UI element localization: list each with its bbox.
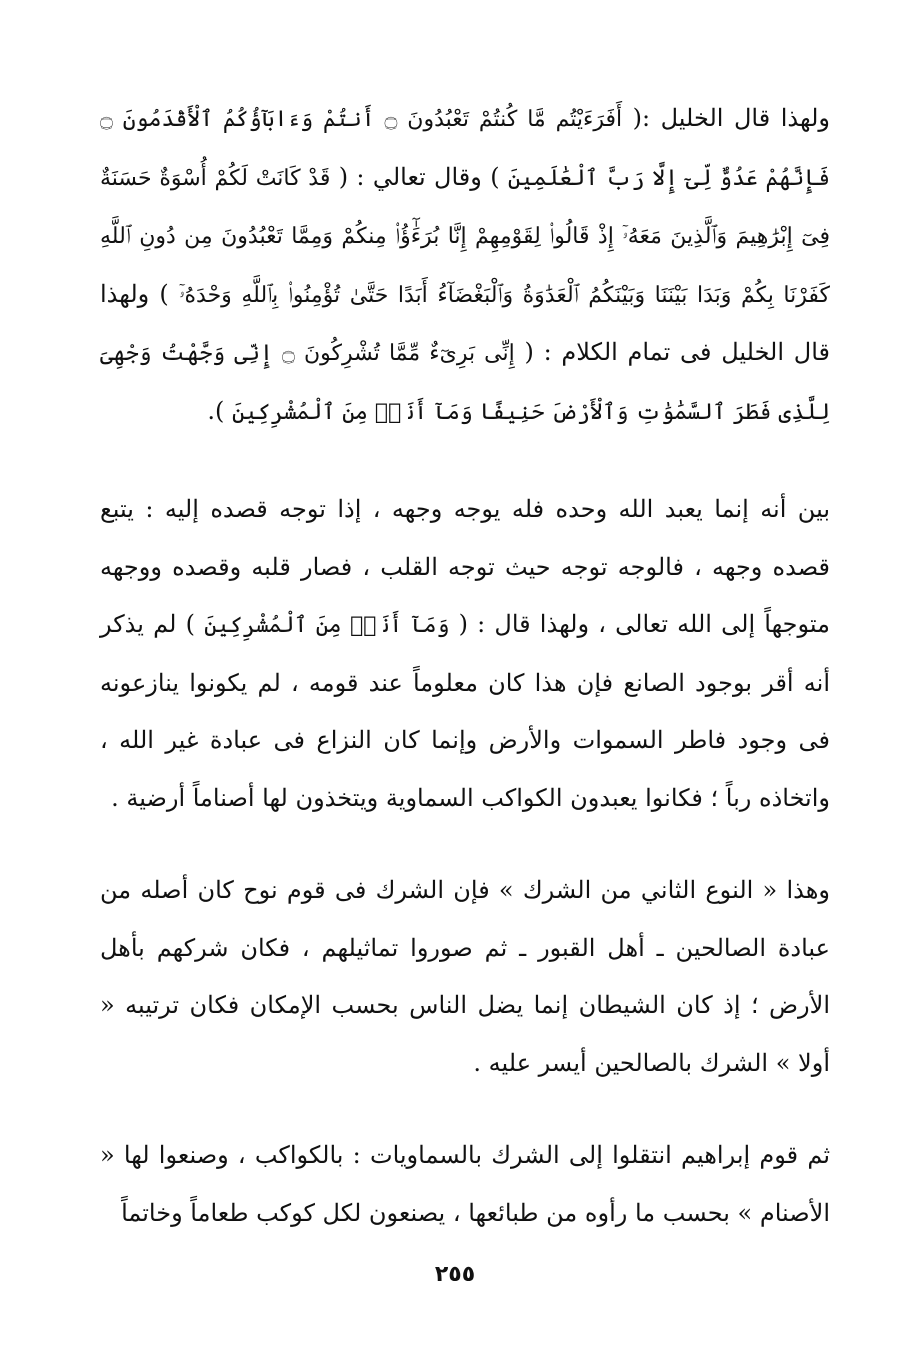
text-segment: ). [207, 396, 233, 425]
text-segment: ) وقال تعالي : ( [330, 162, 508, 191]
quran-verse: إِنِّى بَرِىٓءٌ مِّمَّا تُشْرِكُونَ ۝ إِنِّى وَجَّهْتُ وَجْهِىَ لِلَّذِى فَطَرَ ٱلسَّمَٰوَٰتِ وَٱلْأَرْضَ حَنِيفًا وَمَآ أَنَا۠ مِنَ ٱلْمُشْرِكِينَ [100, 341, 830, 425]
text-segment: ولهذا قال الخليل :( [622, 104, 830, 132]
text-segment: بين أنه إنما يعبد الله وحده فله يوجه وجهه ، إذا توجه قصده إليه : يتبع قصده وجهه ، فالوجه توجه حيث توجه القلب ، فصار قلبه وقصده ووجهه متوجهاً إلى الله تعالى ، ولهذا قال : ( [100, 495, 830, 638]
text-segment: ) ولهذا قال الخليل فى تمام الكلام : ( [100, 279, 830, 366]
text-segment: ثم قوم إبراهيم انتقلوا إلى الشرك بالسماويات : بالكواكب ، وصنعوا لها « الأصنام » بحسب ما رأوه من طبائعها ، يصنعون لكل كوكب طعاماً وخاتماً [100, 1141, 830, 1227]
page-body [100, 90, 830, 1242]
page-number: ٢٥٥ [434, 1262, 476, 1287]
text-segment: وهذا « النوع الثاني من الشرك » فإن الشرك فى قوم نوح كان أصله من عبادة الصالحين ـ أهل القبور ـ ثم صوروا تماثيلهم ، فكان شركهم بأهل الأرض ؛ إذ كان الشيطان إنما يضل الناس بحسب الإمكان فكان ترتيبه « أولا » الشرك بالصالحين أيسر عليه . [100, 876, 830, 1077]
paragraph-people-of-ibrahim [100, 1127, 830, 1242]
paragraph-second-type-of-shirk [100, 862, 830, 1092]
quran-verse: أَفَرَءَيْتُم مَّا كُنتُمْ تَعْبُدُونَ ۝ أَنتُمْ وَءَابَآؤُكُمُ ٱلْأَقْدَمُونَ ۝ فَإِنَّهُمْ عَدُوٌّ لِّىٓ إِلَّا رَبَّ ٱلْعَٰلَمِينَ [100, 107, 831, 191]
quran-verse: قَدْ كَانَتْ لَكُمْ أُسْوَةٌ حَسَنَةٌ فِىٓ إِبْرَٰهِيمَ وَٱلَّذِينَ مَعَهُۥٓ إِذْ قَالُوا۟ لِقَوْمِهِمْ إِنَّا بُرَءَٰٓؤُا۟ مِنكُمْ وَمِمَّا تَعْبُدُونَ مِن دُونِ ٱللَّهِ كَفَرْنَا بِكُمْ وَبَدَا بَيْنَنَا وَبَيْنَكُمُ ٱلْعَدَٰوَةُ وَٱلْبَغْضَآءُ أَبَدًا حَتَّىٰ تُؤْمِنُوا۟ بِٱللَّهِ وَحْدَهُۥٓ [100, 165, 830, 308]
paragraph-explanation [100, 481, 830, 827]
paragraph-quran-citations [100, 90, 830, 441]
quran-verse: وَمَآ أَنَا۠ مِنَ ٱلْمُشْرِكِينَ [204, 613, 450, 638]
text-segment: ) لم يذكر أنه أقر بوجود الصانع فإن هذا كان معلوماً عند قومه ، لم يكونوا ينازعونه فى وجود فاطر السموات والأرض وإنما كان النزاع فى عبادة غير الله ، واتخاذه رباً ؛ فكانوا يعبدون الكواكب السماوية ويتخذون لها أصناماً أرضية . [100, 610, 830, 812]
